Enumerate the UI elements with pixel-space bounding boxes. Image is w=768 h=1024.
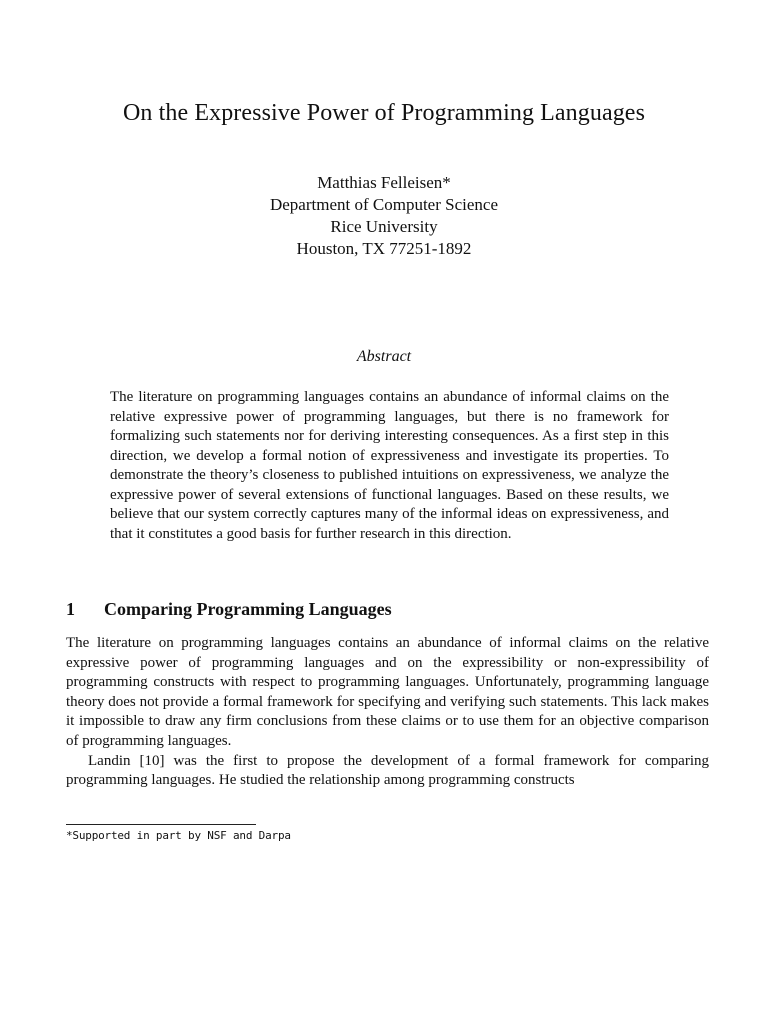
author-university: Rice University — [330, 217, 438, 236]
section-title: Comparing Programming Languages — [104, 599, 392, 619]
section-body — [66, 634, 709, 791]
footnote: *Supported in part by NSF and Darpa — [66, 829, 291, 842]
body-paragraph-1: The literature on programming languages contains an abundance of informal claims on the relative expressive power of programming languages and on the expressibility or non-expressibility of programming constructs with respect to programming languages. Unfortunately, programming language theory does not provide a formal framework for specifying and verifying such statements. This lack makes it impossible to draw any firm conclusions from these claims or to use them for an objective comparison of programming languages. — [66, 635, 709, 749]
section-number: 1 — [66, 599, 75, 619]
author-address: Houston, TX 77251-1892 — [296, 239, 472, 258]
paper-title: On the Expressive Power of Programming Languages — [122, 100, 646, 126]
author-block — [0, 172, 768, 260]
author-department: Department of Computer Science — [269, 195, 498, 214]
abstract-text: The literature on programming languages contains an abundance of informal claims on the relative expressive power of programming languages, but there is no framework for formalizing such statements nor for deriving interesting consequences. As a first step in this direction, we develop a formal notion of expressiveness and investigate its properties. To demonstrate the theory’s closeness to published intuitions on expressiveness, we analyze the expressive power of several extensions of functional languages. Based on these results, we believe that our system correctly captures many of the informal ideas on expressiveness, and that it constitutes a good basis for further research in this direction. — [110, 389, 669, 542]
section-heading — [66, 599, 706, 620]
abstract-heading: Abstract — [356, 348, 412, 365]
body-paragraph-2: Landin [10] was the first to propose the development of a formal framework for comparing programming languages. He studied the relationship among programming constructs — [66, 752, 709, 789]
author-name: Matthias Felleisen* — [317, 173, 451, 192]
footnote-divider — [66, 824, 256, 825]
